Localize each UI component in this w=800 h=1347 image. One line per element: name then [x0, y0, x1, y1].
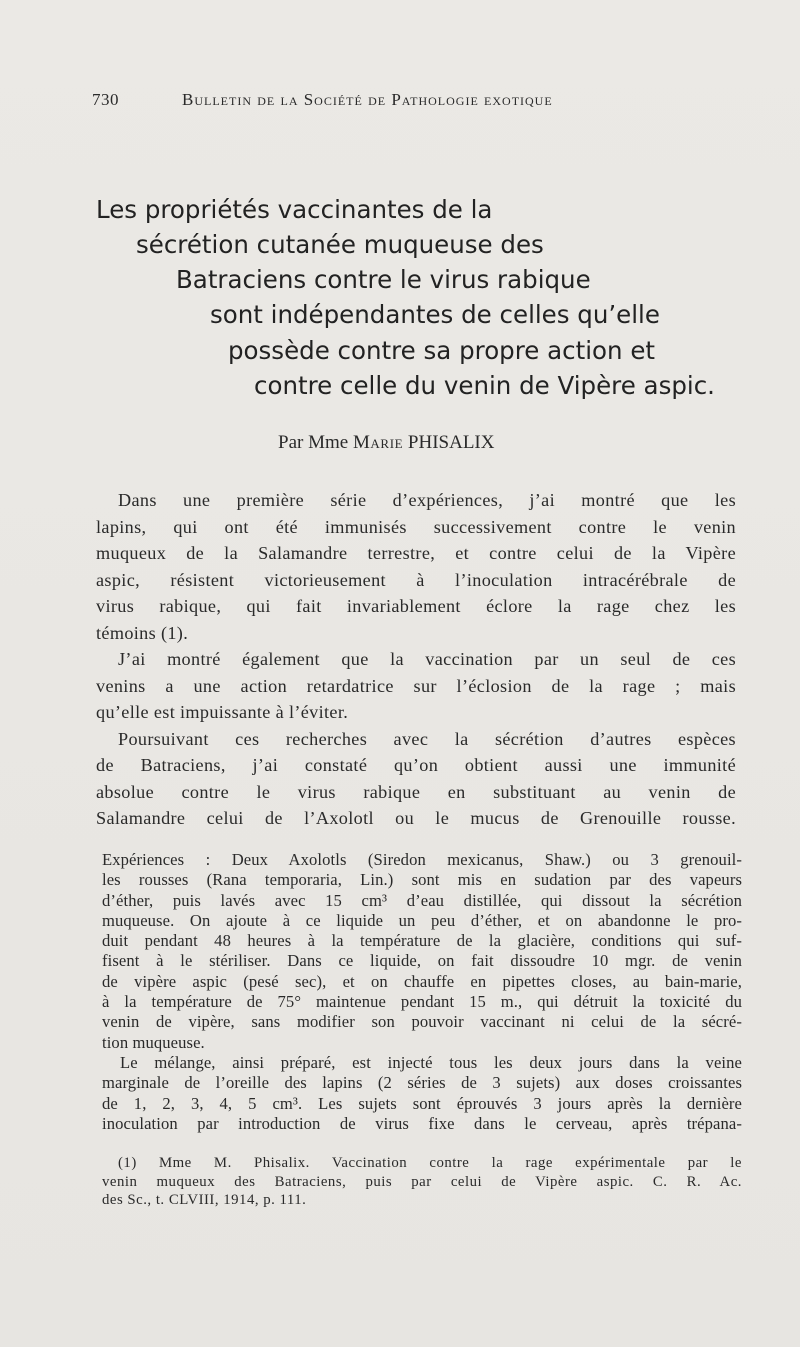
- footnote-line: des Sc., t. CLVIII, 1914, p. 111.: [102, 1192, 307, 1208]
- experiment-line: les rousses (Rana temporaria, Lin.) sont mis en sudation par des vapeurs: [102, 870, 742, 890]
- body-line: Salamandre celui de l’Axolotl ou le mucus de Grenouille rousse.: [96, 808, 736, 828]
- title-line: contre celle du venin de Vipère aspic.: [254, 371, 715, 400]
- experiment-line: tion muqueuse.: [102, 1032, 205, 1052]
- author-last-name: PHISALIX: [407, 432, 495, 453]
- experiment-line: fisent à le stériliser. Dans ce liquide, on fait dissoudre 10 mgr. de venin: [102, 951, 742, 971]
- author-line: [278, 432, 494, 454]
- page-number: 730: [92, 90, 119, 109]
- title-line: possède contre sa propre action et: [228, 336, 656, 365]
- author-prefix: Par Mme: [278, 432, 349, 453]
- experiment-line: venin de vipère, sans modifier son pouvoir vaccinant ni celui de la sécré-: [102, 1012, 742, 1032]
- title-line: Les propriétés vaccinantes de la: [96, 195, 493, 224]
- body-line: J’ai montré également que la vaccination par un seul de ces: [118, 649, 736, 669]
- experiment-line: Le mélange, ainsi préparé, est injecté tous les deux jours dans la veine: [120, 1052, 742, 1072]
- body-text: [96, 487, 736, 832]
- footnote-line: (1) Mme M. Phisalix. Vaccination contre la rage expérimentale par le: [118, 1155, 742, 1171]
- body-line: aspic, résistent victorieusement à l’inoculation intracérébrale de: [96, 569, 736, 590]
- body-line: venins a une action retardatrice sur l’éclosion de la rage ; mais: [96, 675, 736, 696]
- experiment-line: de vipère aspic (pesé sec), et on chauffe en pipettes closes, au bain-marie,: [102, 971, 742, 991]
- experiment-line: duit pendant 48 heures à la température de la glacière, conditions qui suf-: [102, 931, 742, 951]
- experiment-line: inoculation par introduction de virus fixe dans le cerveau, après trépana-: [102, 1113, 742, 1133]
- experiment-line: de 1, 2, 3, 4, 5 cm³. Les sujets sont éprouvés 3 jours après la dernière: [102, 1093, 742, 1113]
- body-line: qu’elle est impuissante à l’éviter.: [96, 702, 349, 722]
- body-line: virus rabique, qui fait invariablement éclore la rage chez les: [96, 596, 736, 616]
- body-line: Poursuivant ces recherches avec la sécrétion d’autres espèces: [118, 728, 736, 749]
- journal-title: Bulletin de la Société de Pathologie exotique: [182, 90, 553, 109]
- experiment-line: Expériences : Deux Axolotls (Siredon mexicanus, Shaw.) ou 3 grenouil-: [102, 850, 742, 869]
- title-line: sont indépendantes de celles qu’elle: [210, 300, 660, 329]
- body-line: témoins (1).: [96, 622, 189, 643]
- experiment-line: à la température de 75° maintenue pendant 15 m., qui détruit la toxicité du: [102, 992, 742, 1012]
- footnote-line: venin muqueux des Batraciens, puis par celui de Vipère aspic. C. R. Ac.: [102, 1173, 742, 1190]
- author-first-name: Marie: [352, 432, 404, 453]
- experiment-text: [102, 850, 742, 1134]
- title-line: sécrétion cutanée muqueuse des: [136, 230, 544, 259]
- title-line: Batraciens contre le virus rabique: [176, 265, 591, 294]
- experiment-line: marginale de l’oreille des lapins (2 séries de 3 sujets) aux doses croissantes: [102, 1073, 742, 1093]
- experiment-line: d’éther, puis lavés avec 15 cm³ d’eau distillée, qui dissout la sécrétion: [102, 890, 742, 910]
- body-line: absolue contre le virus rabique en substituant au venin de: [96, 781, 736, 802]
- body-line: muqueux de la Salamandre terrestre, et contre celui de la Vipère: [96, 543, 736, 563]
- body-line: lapins, qui ont été immunisés successivement contre le venin: [96, 516, 736, 537]
- footnote: [102, 1154, 742, 1210]
- experiment-line: muqueuse. On ajoute à ce liquide un peu d’éther, et on abandonne le pro-: [102, 910, 742, 930]
- body-line: de Batraciens, j’ai constaté qu’on obtient aussi une immunité: [96, 755, 736, 775]
- body-line: Dans une première série d’expériences, j’ai montré que les: [118, 490, 736, 510]
